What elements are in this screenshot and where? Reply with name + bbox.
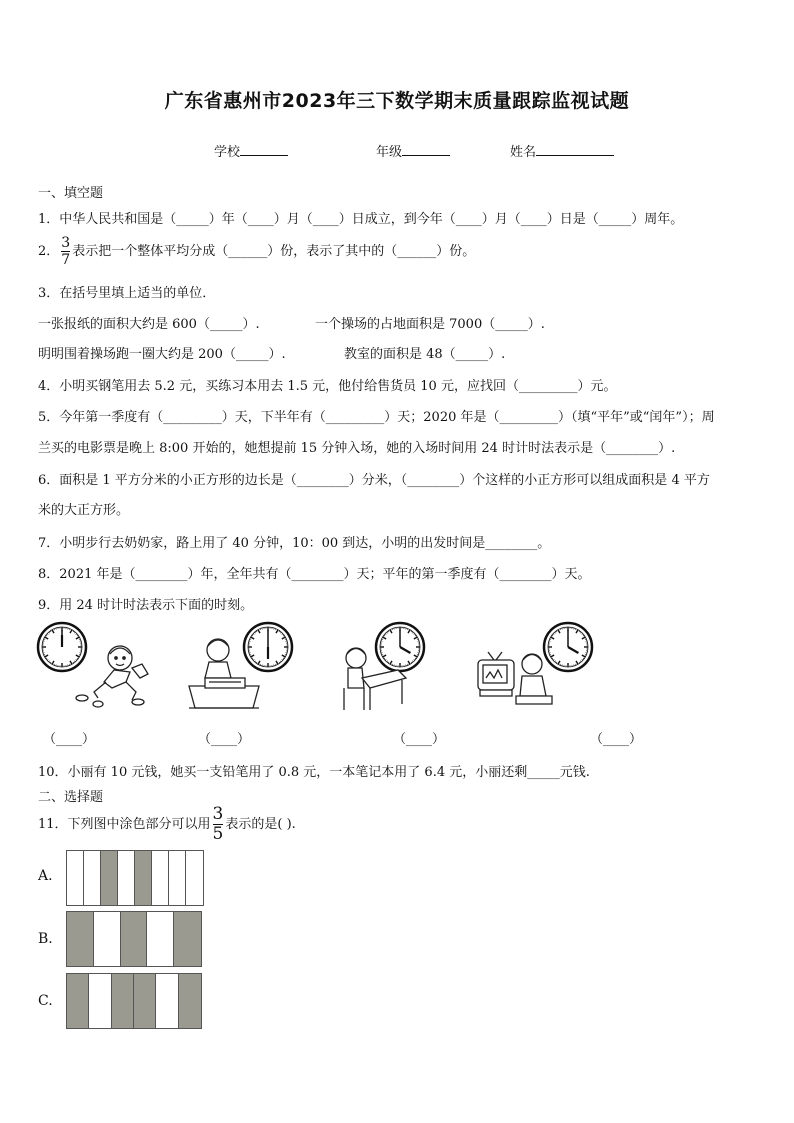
- grade-blank[interactable]: [402, 142, 450, 156]
- option-c-cell-shaded: [179, 974, 201, 1028]
- school-field: 学校: [214, 141, 288, 160]
- option-a-cell-white: [186, 851, 203, 905]
- grade-field: 年级: [376, 141, 450, 160]
- option-a-cell-shaded: [135, 851, 152, 905]
- option-a-label[interactable]: A.: [38, 868, 53, 884]
- school-blank[interactable]: [240, 142, 288, 156]
- clock-picture-3: [336, 620, 431, 714]
- clock-icon: [544, 623, 592, 671]
- option-c-cell-white: [89, 974, 111, 1028]
- option-b-cell-white: [147, 912, 174, 966]
- question-3d: 教室的面积是 48（_____）.: [344, 347, 506, 362]
- clock-icon: [376, 623, 424, 671]
- section-fill: 一、填空题: [38, 186, 104, 201]
- option-a-figure[interactable]: [66, 850, 204, 906]
- fraction-3-7: $\frac{3}{7}$: [61, 235, 71, 268]
- option-c-cell-shaded: [67, 974, 89, 1028]
- question-3c: 明明围着操场跑一圈大约是 200（_____）.: [38, 347, 286, 362]
- question-3a: 一张报纸的面积大约是 600（_____）.: [38, 317, 260, 332]
- option-c-cell-white: [156, 974, 178, 1028]
- option-a-cell-white: [169, 851, 186, 905]
- clock-icon: [38, 623, 86, 671]
- clock-picture-4: [472, 620, 594, 712]
- question-5b: 兰买的电影票是晚上 8:00 开始的，她想提前 15 分钟入场，她的入场时间用 24 时计时法表示是（________）.: [38, 441, 676, 456]
- answer-blank-4[interactable]: （____）: [590, 732, 643, 747]
- option-b-figure[interactable]: [66, 911, 202, 967]
- question-2: 2． $\frac{3}{7}$ 表示把一个整体平均分成（______）份，表示了其中的（______）份。: [38, 235, 476, 268]
- section-choice: 二、选择题: [38, 790, 104, 805]
- question-11: 11．下列图中涂色部分可以用 $\frac{3}{5}$ 表示的是( ).: [38, 804, 296, 844]
- clock-icon: [244, 623, 292, 671]
- option-b-label[interactable]: B.: [38, 931, 53, 947]
- option-a-cell-white: [118, 851, 135, 905]
- answer-blank-3[interactable]: （____）: [393, 732, 446, 747]
- clock-picture-1: [36, 620, 156, 712]
- question-10: 10．小丽有 10 元钱，她买一支铅笔用了 0.8 元，一本笔记本用了 6.4 元，小丽还剩_____元钱.: [38, 765, 590, 780]
- option-a-cell-white: [67, 851, 84, 905]
- answer-blank-1[interactable]: （____）: [43, 732, 96, 747]
- question-5a: 5．今年第一季度有（_________）天，下半年有（_________）天；2020 年是（_________）（填“平年”或“闰年”）；周: [38, 410, 715, 425]
- option-c-label[interactable]: C.: [38, 993, 53, 1009]
- option-c-figure[interactable]: [66, 973, 202, 1029]
- question-8: 8．2021 年是（________）年，全年共有（________）天；平年的第一季度有（________）天。: [38, 567, 591, 582]
- option-b-cell-shaded: [67, 912, 94, 966]
- question-6a: 6．面积是 1 平方分米的小正方形的边长是（________）分米，（________）个这样的小正方形可以组成面积是 4 平方: [38, 473, 710, 488]
- option-c-cell-shaded: [112, 974, 134, 1028]
- fraction-3-5: $\frac{3}{5}$: [212, 804, 224, 844]
- question-9: 9．用 24 时计时法表示下面的时刻。: [38, 598, 254, 613]
- page-title: 广东省惠州市2023年三下数学期末质量跟踪监视试题: [164, 90, 630, 112]
- option-b-cell-shaded: [174, 912, 201, 966]
- question-1: 1．中华人民共和国是（_____）年（____）月（____）日成立，到今年（____）月（____）日是（_____）周年。: [38, 212, 684, 227]
- answer-blank-2[interactable]: （____）: [198, 732, 251, 747]
- question-4: 4．小明买钢笔用去 5.2 元，买练习本用去 1.5 元，他付给售货员 10 元，应找回（_________）元。: [38, 379, 617, 394]
- name-field: 姓名: [510, 141, 614, 160]
- option-a-cell-white: [84, 851, 101, 905]
- option-b-cell-white: [94, 912, 121, 966]
- option-a-cell-white: [152, 851, 169, 905]
- name-blank[interactable]: [536, 142, 614, 156]
- option-b-cell-shaded: [121, 912, 148, 966]
- question-7: 7．小明步行去奶奶家，路上用了 40 分钟，10：00 到达，小明的出发时间是________。: [38, 536, 551, 551]
- boy-watching-tv-icon: [478, 652, 552, 704]
- question-3: 3．在括号里填上适当的单位．: [38, 286, 216, 301]
- running-boy-icon: [76, 646, 148, 707]
- option-a-cell-shaded: [101, 851, 118, 905]
- clock-picture-2: [185, 620, 295, 714]
- question-6b: 米的大正方形。: [38, 503, 130, 518]
- option-c-cell-shaded: [134, 974, 156, 1028]
- question-3b: 一个操场的占地面积是 7000（_____）.: [315, 317, 545, 332]
